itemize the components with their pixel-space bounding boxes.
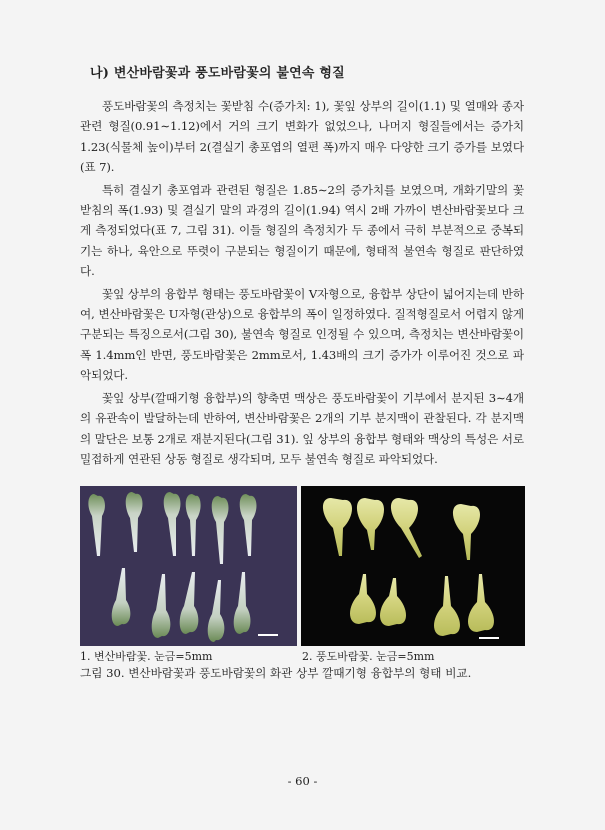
photo-pungdo-petals (301, 486, 525, 646)
paragraph: 꽃잎 상부(깔때기형 융합부)의 향축면 맥상은 풍도바람꽃이 기부에서 분지된 3∼4개의 유관속이 발달하는데 반하여, 변산바람꽃은 2개의 기부 분지맥이 관찰된다. 각 분지맥의 말단은 보통 2개로 재분지된다(그림 31). 잎 상부의 융합부 형태와 맥상의 특성은 서로 밀접하게 연관된 상동 형질로 생각되며, 모두 불연속 형질로 파악되었다. (80, 390, 524, 466)
paragraph: 꽃잎 상부의 융합부 형태는 풍도바람꽃이 V자형으로, 융합부 상단이 넓어지는데 반하여, 변산바람꽃은 U자형(관상)으로 융합부의 폭이 일정하였다. 질적형질로서 어렵지 않게 구분되는 특징으로서(그림 30), 불연속 형질로 인정될 수 있으며, 측정치는 변산바람꽃이 폭 1.4mm인 반면, 풍도바람꽃은 2mm로서, 1.43배의 크기 증가가 이루어진 것으로 파악되었다. (80, 286, 524, 383)
photo-2-label: 2. 풍도바람꽃. 눈금=5mm (302, 650, 435, 663)
body-text (80, 96, 524, 471)
photo-1-label: 1. 변산바람꽃. 눈금=5mm (80, 650, 213, 663)
figure-caption: 그림 30. 변산바람꽃과 풍도바람꽃의 화관 상부 깔때기형 융합부의 형태 비교. (80, 666, 472, 680)
section-heading: 나) 변산바람꽃과 풍도바람꽃의 불연속 형질 (90, 66, 345, 81)
page-number: - 60 - (287, 774, 318, 788)
paragraph: 풍도바람꽃의 측정치는 꽃받침 수(증가치: 1), 꽃잎 상부의 길이(1.1) 및 열매와 종자 관련 형질(0.91∼1.12)에서 거의 크기 변화가 없었으나, 나머지 형질들에서는 증가치 1.23(식물체 높이)부터 2(결실기 총포엽의 열편 폭)까지 매우 다양한 크기 증가를 보였다(표 7). (80, 99, 524, 175)
paragraph: 특히 결실기 총포엽과 관련된 형질은 1.85∼2의 증가치를 보였으며, 개화기말의 꽃받침의 폭(1.93) 및 결실기 말의 과경의 길이(1.94) 역시 2배 가까이 변산바람꽃보다 크게 측정되었다(표 7, 그림 31). 이들 형질의 측정치가 두 종에서 극히 부분적으로 중복되기는 하나, 육안으로 뚜렷이 구분되는 형질이기 때문에, 형태적 불연속 형질로 판단하였다. (80, 182, 524, 279)
photo-byeonsan-petals (80, 486, 297, 646)
